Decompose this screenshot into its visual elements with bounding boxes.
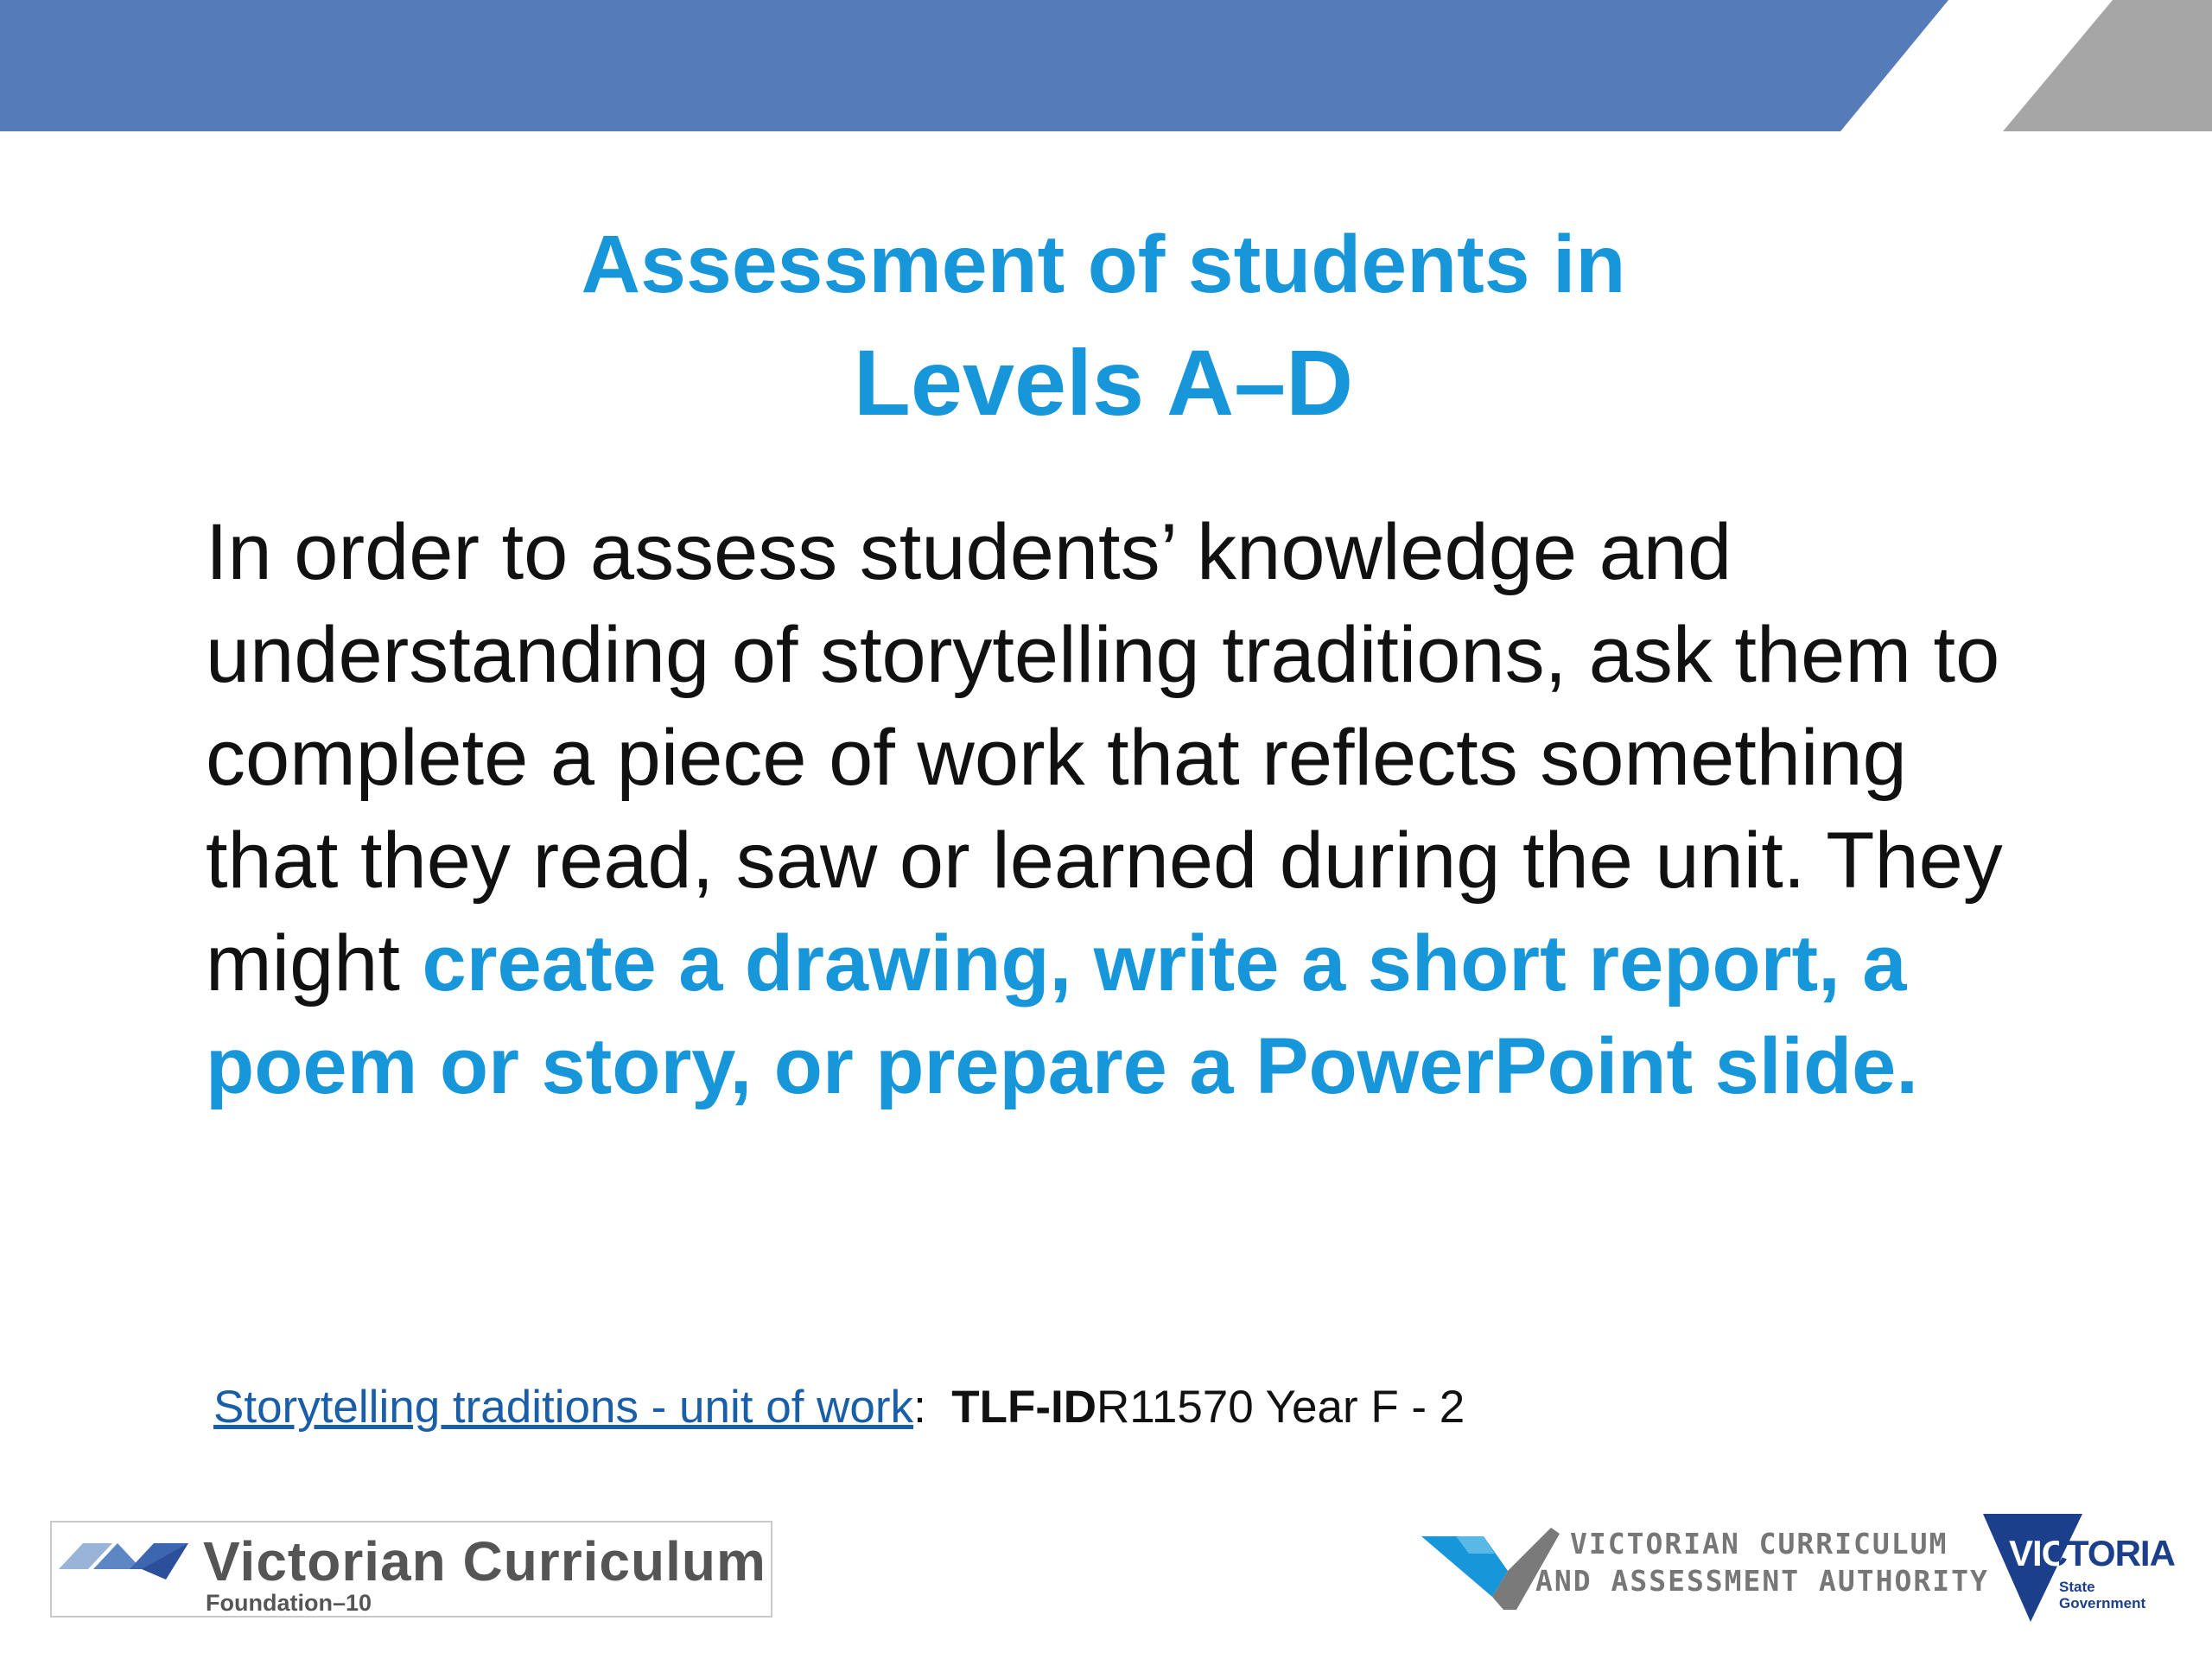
victoria-logo-government: Government	[2059, 1595, 2146, 1611]
body-paragraph	[206, 501, 2003, 1118]
slide-title-line1: Assessment of students in	[581, 219, 1626, 310]
header-banner	[0, 0, 2212, 131]
vc-logo-sub: Foundation–10	[206, 1590, 372, 1616]
source-citation	[213, 1381, 1465, 1433]
vcaa-logo	[1421, 1516, 1989, 1620]
unit-of-work-link[interactable]: Storytelling traditions - unit of work	[213, 1382, 914, 1433]
tlf-id-value: R11570 Year F - 2	[1096, 1382, 1465, 1433]
body-text-plain: In order to assess students’ knowledge and understanding of storytelling traditions, ask them to complete a piece of work that reflects something that they read, saw or learned during the unit. They might	[206, 508, 2003, 1007]
slide-title-line2: Levels A–D	[853, 330, 1354, 435]
source-separator: :	[913, 1382, 926, 1433]
banner-grey-stripe	[2003, 0, 2212, 131]
victoria-state-government-logo	[1983, 1514, 2186, 1626]
body-text-highlight: create a drawing, write a short report, a poem or story, or prepare a PowerPoint slide.	[206, 919, 1918, 1110]
victorian-curriculum-logo	[50, 1521, 772, 1618]
vc-logo-name: Victorian Curriculum	[203, 1530, 766, 1592]
vcaa-line2: AND ASSESSMENT AUTHORITY	[1535, 1564, 1989, 1598]
vc-logo-icon	[59, 1535, 197, 1586]
victoria-logo-text: VICTORIA	[2009, 1533, 2175, 1573]
victoria-logo-state: State	[2059, 1579, 2095, 1595]
vcaa-line1: VICTORIAN CURRICULUM	[1570, 1527, 1948, 1560]
banner-blue-shape	[0, 0, 1948, 131]
tlf-id-label: TLF-ID	[951, 1382, 1097, 1433]
